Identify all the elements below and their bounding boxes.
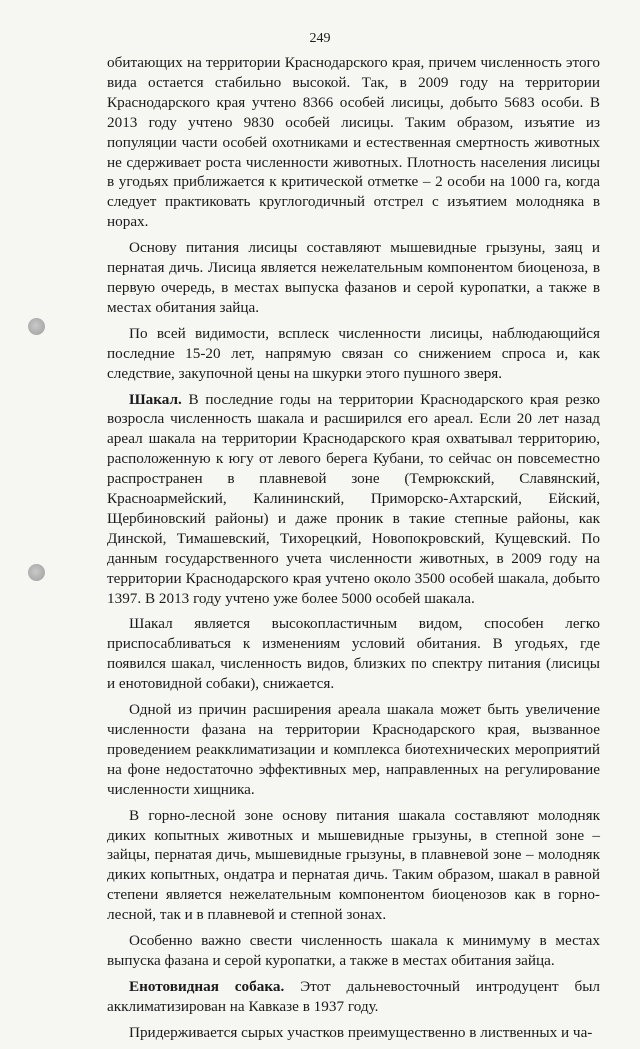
paragraph: обитающих на территории Краснодарского края, причем численность этого вида остается стабильно высокой. Так, в 2009 году на территории Краснодарского края учтено 8366 особей лисицы, добыто 5683 особи. В 2013 году учтено 9830 особей лисицы. Таким образом, изъятие из популяции части особей охотниками и естественная смертность животных не сдерживает роста численности животных. Плотность населения лисицы в угодьях приближается к критической отметке – 2 особи на 1000 га, когда следует практиковать круглогодичный отстрел с изъятием молодняка в норах. [107,54,600,231]
section-heading: Енотовидная собака. [129,977,285,995]
paragraph-jackal-heading: Шакал. В последние годы на территории Краснодарского края резко возросла численность шакала и расширился его ареал. Если 20 лет назад ареал шакала на территории Краснодарского края охватывал территорию, расположенную к югу от левого берега Кубани, то сейчас он повсеместно распространен в плавневой зоне (Темрюкский, Славянский, Красноармейский, Калининский, Приморско-Ахтарский, Ейский, Щербиновский районы) и даже проник в такие степные районы, как Динской, Тимашевский, Тихорецкий, Новопокровский, Кущевский. По данным государственного учета численности животных, в 2009 году на территории Краснодарского края учтено около 3500 особей шакала, добыто 1397. В 2013 году учтено уже более 5000 особей шакала. [107,390,600,607]
paragraph: Особенно важно свести численность шакала к минимуму в местах выпуска фазана и серой куропатки, а также в местах обитания зайца. [107,932,600,969]
section-heading: Шакал. [129,390,182,408]
punch-hole-mark [28,318,45,335]
paragraph: В горно-лесной зоне основу питания шакала составляют молодняк диких копытных животных и мышевидные грызуны, в степной зоне – зайцы, пернатая дичь, мышевидные грызуны, в плавневой зоне – молодняк диких копытных, ондатра и пернатая дичь. Таким образом, шакал в равной степени является нежелательным компонентом биоценозов как в горно-лесной, так и в плавневой и степной зонах. [107,806,600,924]
page-body [107,53,600,1049]
paragraph: Придерживается сырых участков преимущественно в лиственных и ча- [129,1023,593,1041]
punch-hole-mark [28,564,45,581]
paragraph-raccoon-dog-heading: Енотовидная собака. Этот дальневосточный интродуцент был акклиматизирован на Кавказе в 1937 году. [107,977,600,1015]
page-number: 249 [309,31,331,46]
paragraph: Одной из причин расширения ареала шакала может быть увеличение численности фазана на территории Краснодарского края, вызванное проведением реакклиматизации и комплекса биотехнических мероприятий на фоне недостаточно эффективных мер, направленных на регулирование численности хищника. [107,701,600,798]
paragraph: Основу питания лисицы составляют мышевидные грызуны, заяц и пернатая дичь. Лисица является нежелательным компонентом биоценоза, в первую очередь, в местах выпуска фазанов и серой куропатки, а также в местах обитания зайца. [107,239,600,316]
paragraph: Шакал является высокопластичным видом, способен легко приспосабливаться к изменениям условий обитания. В угодьях, где появился шакал, численность видов, близких по спектру питания (лисицы и енотовидной собаки), снижается. [107,615,600,693]
paragraph: По всей видимости, всплеск численности лисицы, наблюдающийся последние 15-20 лет, напрямую связан со снижением спроса и, как следствие, закупочной цены на шкурки этого пушного зверя. [107,324,600,382]
